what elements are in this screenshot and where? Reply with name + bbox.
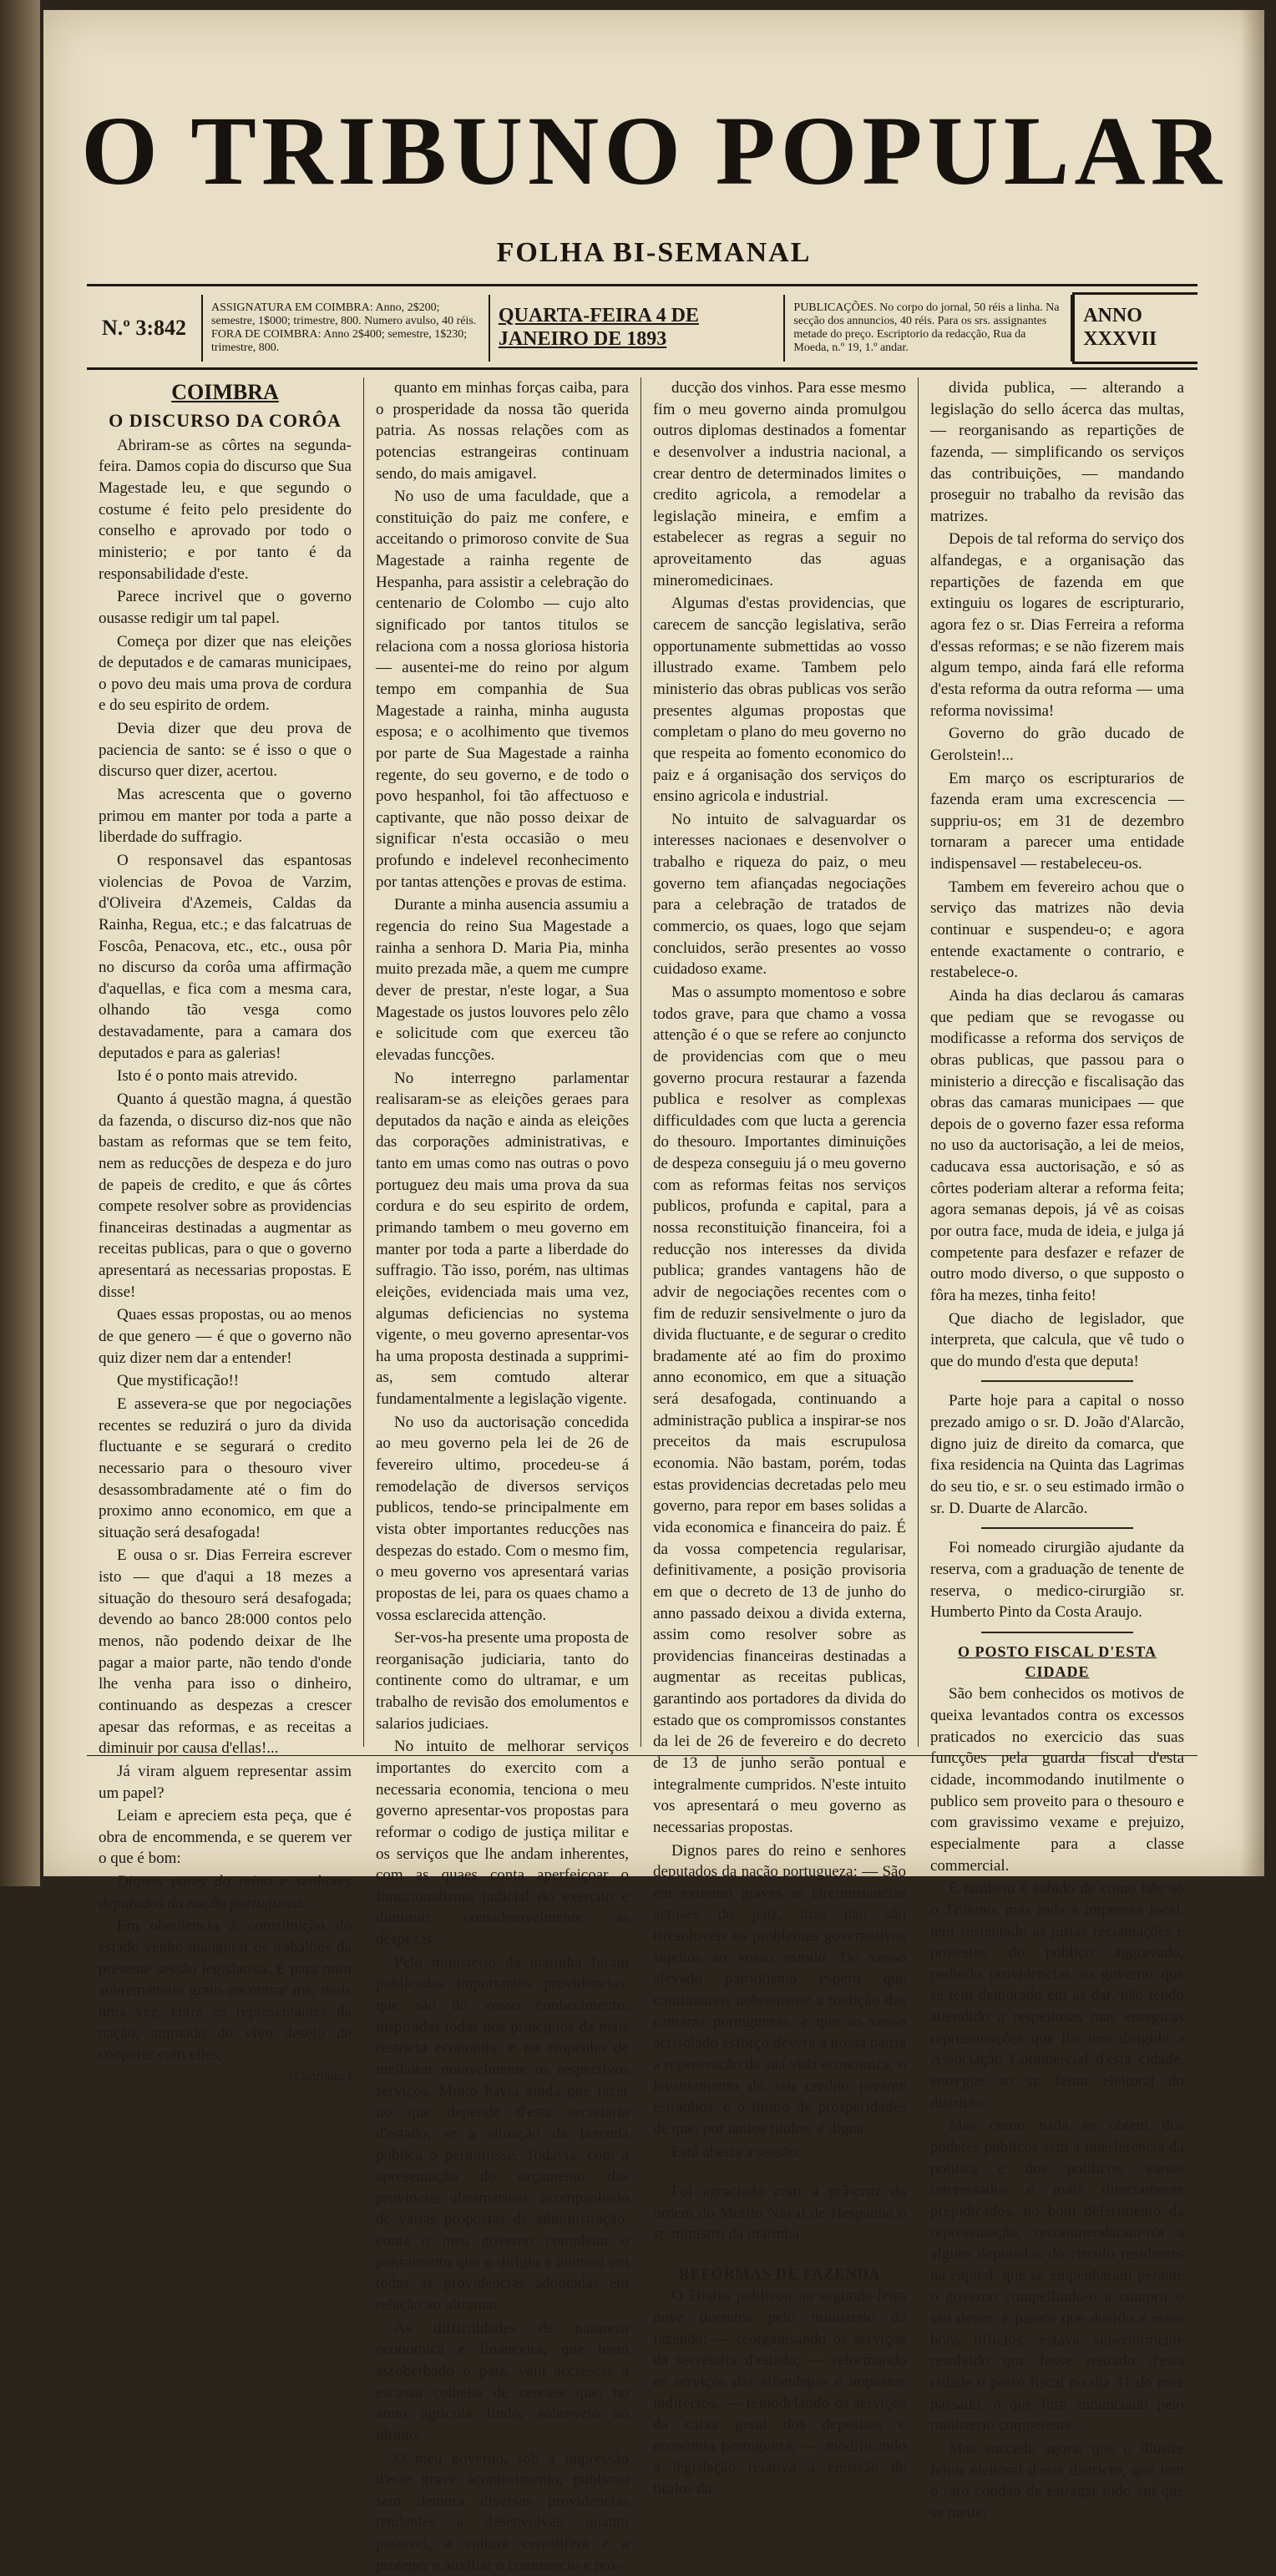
paragraph: No intuito de salvaguardar os interesses nacionaes e desenvolver o trabalho e riqueza do paiz, o meu governo tem afiançadas negociações para a celebração de tratados de commercio, os quaes, logo que sejam concluidos, serão presentes ao vosso cuidadoso exame. xyxy=(653,809,906,980)
paragraph: Abriram-se as côrtes na segunda-feira. Damos copia do discurso que Sua Magestade leu, e que segundo o costume é feito pelo presidente do conselho e aprovado por todo o ministerio; e por tanto é da responsabilidade d'este. xyxy=(99,435,352,585)
column-1 xyxy=(87,377,364,1747)
info-bar xyxy=(87,292,1198,364)
paragraph: O responsavel das espantosas violencias de Povoa de Varzim, d'Oliveira d'Azemeis, Caldas da Rainha, Regua, etc.; e das falcatruas de Foscôa, Penacova, etc., etc., ousa pôr no discurso da corôa uma affirmação d'aquellas, e fica com a mesma cara, olhando tão vesga como destavadamente, para a camara dos deputados e para as galerias! xyxy=(99,850,352,1064)
column-2 xyxy=(364,377,641,1747)
paragraph: Parece incrivel que o governo ousasse redigir um tal papel. xyxy=(99,586,352,629)
paragraph: Dignos pares do reino e senhores deputados da nação portugueza: — São em extremo graves as circumstancias actuaes do paiz, mas não são irresoluveis os problemas governativos sujeitos ao vosso estudo. Do vosso elevado patriotismo espero que continuareis nobremente a tradição das camaras portuguezas, e que ao vosso acrisolado esforço deverá a nossa patria a regeneração da sua vida economica, o levantamento do seu credito perante estranhos, e o futuro de prosperidades de que, por tantos titulos, é digna. xyxy=(653,1840,906,2140)
separator xyxy=(981,1380,1133,1382)
column-3 xyxy=(641,377,919,1747)
publication-rates: PUBLICAÇÕES. No corpo do jornal, 50 réis a linha. Na secção dos annuncios, 40 réis. Para os srs. assignantes metade do preço. Escriptorio da redacção, Rua da Moeda, n.º 19, 1.º andar. xyxy=(785,295,1072,362)
paragraph: O meu governo, sob a impressão d'este grave acontecimento, publicou sem demora diversas providencias tendentes a desenvolver, quanto possivel, a cultura cerealifera e a proteger e auxiliar o commercio e pro- xyxy=(376,2448,629,2576)
article-heading: O DISCURSO DA CORÔA xyxy=(99,408,352,433)
masthead-subtitle: FOLHA BI-SEMANAL xyxy=(43,237,1264,269)
paragraph: No intuito de melhorar serviços importantes do exercito com a necessaria economia, tenciona o meu governo apresentar-vos propostas para reformar o codigo de justiça militar e os serviços que lhe andam inherentes, com as quaes conta aperfeiçoar o funccionalismo judicial do exercito e diminuir consideravelmente as despezas. xyxy=(376,1736,629,1950)
paragraph: Ainda ha dias declarou ás camaras que pediam que se revogasse ou modificasse a reforma dos serviços de obras publicas, que passou para o ministerio a direcção e fiscalisação das obras das camaras municipaes — que depois de o governo fazer essa reforma no uso da auctorisação, a lei de meios, caducava essa auctorisação, e só as côrtes poderiam alterar a reforma feita; agora semanas depois, já vê as coisas por outra face, muda de ideia, e julga já competente para desfazer e refazer de outro modo diverso, o que supposto o fôra ha mezes, tinha feito! xyxy=(930,985,1184,1307)
paragraph: No interregno parlamentar realisaram-se as eleições geraes para deputados da nação e ainda as eleições das corporações administrativas, e tanto em umas como nas outras o povo portuguez deu mais uma prova da sua cordura e do seu espirito de ordem, primando tambem o meu governo em manter por toda a parte a liberdade do suffragio. Tão isso, porém, nas ultimas eleições, evidenciada mais uma vez, algumas deficiencias no systema vigente, o meu governo apresentar-vos ha uma proposta destinada a supprimi-as, sem comtudo alterar fundamentalmente a legislação vigente. xyxy=(376,1068,629,1410)
article-columns xyxy=(87,377,1198,1747)
paragraph: As difficuldades de natureza economica e financeira, que teem assoberbado o paiz, veiu accrescer a escassa colheita de cereaes que, no anno agricola findo, sobreveio ao ultimo. xyxy=(376,2318,629,2447)
top-rule xyxy=(87,284,1198,286)
separator xyxy=(981,1527,1133,1529)
header-bottom-rule xyxy=(87,367,1198,370)
separator xyxy=(704,2254,856,2255)
issue-number: N.º 3:842 xyxy=(87,295,203,362)
paragraph: Depois de tal reforma do serviço dos alfandegas, e a organisação das repartições de fazenda em que extinguiu os logares de escripturario, agora fez o sr. Dias Ferreira a reforma d'essas reformas; e se não fizerem mais algum tempo, ainda fará elle reforma d'esta reforma da outra reforma — uma reforma novissima! xyxy=(930,529,1184,721)
paragraph: Mas acrescenta que o governo primou em manter por toda a parte a liberdade do suffragio. xyxy=(99,784,352,848)
paragraph: Quaes essas propostas, ou ao menos de que genero — é que o governo não quiz dizer nem dar a entender! xyxy=(99,1304,352,1369)
paragraph: Devia dizer que deu prova de paciencia de santo: se é isso o que o discurso quer dizer, acertou. xyxy=(99,718,352,782)
page-edge-shadow xyxy=(1241,10,1264,1876)
subscription-info: ASSIGNATURA EM COIMBRA: Anno, 2$200; semestre, 1$000; trimestre, 800. Numero avulso, 40 réis. FORA DE COIMBRA: Anno 2$400; semestre, 1$230; trimestre, 800. xyxy=(203,295,490,362)
paragraph: Tambem em fevereiro achou que o serviço das matrizes não devia continuar e suspendeu-o; e agora entende exactamente o contrario, e restabelece-o. xyxy=(930,877,1184,984)
paragraph: ducção dos vinhos. Para esse mesmo fim o meu governo ainda promulgou outros diplomas destinados a fomentar e desenvolver a industria nacional, a crear dentro de determinados limites o credito agricola, a remodelar a legislação mineira, e emfim a estabelecer as regras a seguir no aproveitamento das aguas mineromedicinaes. xyxy=(653,377,906,591)
paragraph: Mas o assumpto momentoso e sobre todos grave, para que chamo a vossa attenção é o que se refere ao conjuncto de providencias com que o meu governo procura restaurar a fazenda publica e resolver as complexas difficuldades com que lucta a gerencia do thesouro. Importantes diminuições de despeza conseguiu já o meu governo com as reformas feitas nos serviços publicos, profunda e capital, para a nossa reconstituição financeira, foi a reducção nos interesses da divida publica; grandes vantagens hão de advir de negociações recentes com o fim de reduzir sensivelmente o juro da divida fluctuante, e de segurar o credito bradamente até ao fim do proximo anno economico, em que a situação será desafogada, continuando a administração publica a inspirar-se nos preceitos da mais escrupulosa economia. Não bastam, porém, todas estas providencias decretadas pelo meu governo, para repor em bases solidas a vida economica e financeira do paiz. É da vossa competencia regularisar, definitivamente, a posição provisoria em que o decreto de 13 de junho do anno passado deixou a divida externa, assim como resolver sobre as providencias financeiras destinadas a augmentar as receitas publicas, garantindo aos portadores da divida do estado que os compromissos constantes da lei de 26 de fevereiro e do decreto de 13 de junho serão pontual e integralmente cumpridos. N'este intuito vos apresentará o meu governo as necessarias propostas. xyxy=(653,982,906,1839)
paragraph: E assevera-se que por negociações recentes se reduzirá o juro da divida fluctuante e se segurará o credito necessario para o thesouro viver desassombradamente até o fim do proximo anno economico, em que a situação será desafogada! xyxy=(99,1394,352,1543)
paragraph: quanto em minhas forças caiba, para o prosperidade da nossa tão querida patria. As nossas relações com as potencias estrangeiras continuam sendo, do mais amigavel. xyxy=(376,377,629,484)
paragraph: Que diacho de legislador, que interpreta, que calcula, que vê tudo o que do mundo d'esta que deputa! xyxy=(930,1308,1184,1373)
paragraph: Em obediencia á constituição do estado venho inaugurar os trabalhos da presente sessão legislativa. É para mim sobremaneira grato encontrar me, mais uma vez, entre os representantes da nação, animado do vivo desejo de cooperar com elles, xyxy=(99,1916,352,2065)
paragraph: Mas succede agora, que o illustre feitor eleitoral d'este districto, que tem o raro condão de estragar tudo em que se mette, xyxy=(930,2438,1184,2524)
paragraph: E ousa o sr. Dias Ferreira escrever isto — que d'aqui a 18 mezes a situação do thesouro será desafogada; devendo ao banco 28:000 contos pelo menos, não podendo deixar de lhe pagar a maior parte, não tendo d'onde lhe venha para isso o dinheiro, continuando as despezas a crescer apesar das reformas, e as receitas a diminuir por causa d'ellas!... xyxy=(99,1545,352,1759)
article-heading: O POSTO FISCAL D'ESTA CIDADE xyxy=(930,1642,1184,1683)
issue-date: QUARTA-FEIRA 4 DE JANEIRO DE 1893 xyxy=(490,295,786,362)
year-volume: ANNO XXXVII xyxy=(1072,292,1198,364)
paragraph: Mas como nada se obtem dos poderes publicos sem a interferencia da politica e dos politicos, varios interessados e mais directamente prejudicados, no bom deferimento da representação, recommendaram-n'a a alguns deputados do circulo residentes na capital, que se empenharam perante o governo compellindo-o a cumprir o seu dever; e parece que devido a esses bons officios, estava superiormente resolvido que fosse retirado d'esta cidade o posto fiscal no dia 31 do mez passado, o que fora annunciado pelo ministerio competente. xyxy=(930,2115,1184,2437)
book-spine xyxy=(0,0,40,1886)
article-heading: REFORMAS DE FAZENDA xyxy=(653,2264,906,2284)
paragraph: Em março os escripturarios de fazenda eram uma excrescencia — suppriu-os; em 31 de dezembro tornaram a parecer uma entidade indispensavel — restabeleceu-os. xyxy=(930,768,1184,875)
paragraph: Quanto á questão magna, á questão da fazenda, o discurso diz-nos que não bastam as reformas que se tem feito, nem as reducções de despeza e do juro de papeis de credito, e que ás côrtes compete resolver sobre as providencias financeiras destinadas a augmentar as receitas publicas, para o que o governo apresentará as necessarias propostas. E disse! xyxy=(99,1089,352,1303)
bottom-rule xyxy=(87,1755,1198,1756)
paragraph: Algumas d'estas providencias, que carecem de sancção legislativa, serão opportunamente submettidas ao vosso illustrado exame. Tambem pelo ministerio das obras publicas vos serão presentes algumas propostas que completam o plano do meu governo no que respeita ao fomento economico do paiz e á organisação dos serviços do ensino agricola e industrial. xyxy=(653,593,906,807)
paragraph: Já viram alguem representar assim um papel? xyxy=(99,1761,352,1804)
paragraph: Parte hoje para a capital o nosso prezado amigo o sr. D. João d'Alarcão, digno juiz de direito da comarca, que fixa residencia na Quinta das Lagrimas do seu tio, e sr. o seu estimado irmão o sr. D. Duarte de Alarcão. xyxy=(930,1390,1184,1519)
newspaper-page xyxy=(43,10,1264,1876)
paragraph: Leiam e apreciem esta peça, que é obra de encommenda, e se querem ver o que é bom: xyxy=(99,1805,352,1870)
paragraph: Foi agraciado com a grã-cruz da ordem do Merito Naval de Hespanha o sr. ministro da marinha. xyxy=(653,2181,906,2245)
paragraph: E tambem é sabido de como não só o Tribuno, mas toda a imprensa local, tem sustentado as justas reclamações e protestos do publico aggravado, pedindo providencias ao governo que se tem demorado em as dar, não tendo attendido a respeitosas mas energicas representações que lhe tem dirigido a Associação Commercial d'esta cidade, entregue ao sr. feitor eleitoral do districto. xyxy=(930,1878,1184,2113)
separator xyxy=(704,2171,856,2173)
paragraph: Está aberta a sessão. xyxy=(653,2142,906,2164)
paragraph: Começa por dizer que nas eleições de deputados e de camaras municipaes, o povo deu mais uma prova de cordura e do seu espirito de ordem. xyxy=(99,631,352,717)
separator xyxy=(981,1632,1133,1633)
paragraph: Dignos pares do reino e senhores deputados da nação portugueza: xyxy=(99,1871,352,1914)
paragraph: São bem conhecidos os motivos de queixa levantados contra os excessos praticados no exercicio das suas funcções pela guarda fiscal d'esta cidade, incommodando inutilmente o publico sem proveito para o thesouro e com gravissimo vexame e prejuizo, especialmente para a classe commercial. xyxy=(930,1683,1184,1876)
paragraph: O Diario publicou na segunda-feira nove decretos pelo ministerio da fazenda: — reorganisando os serviços da secretaria d'estado, — reformando os serviços das alfandegas e impostos indirectos, — remodelando os serviços da caixa geral dos depositos e economia portugueza, — modificando a legislação relativa á emissão de titulos da xyxy=(653,2285,906,2499)
paragraph: Governo do grão ducado de Gerolstein!... xyxy=(930,723,1184,766)
paragraph: Ser-vos-ha presente uma proposta de reorganisação judiciaria, tanto do continente como do ultramar, e um trabalho de revisão dos emolumentos e salarios judiciaes. xyxy=(376,1627,629,1734)
paragraph: divida publica, — alterando a legislação do sello ácerca das multas, — reorganisando as repartições de fazenda, — simplificando os serviços das contribuições, — mandando proseguir no trabalho da revisão das matrizes. xyxy=(930,377,1184,527)
section-title: COIMBRA xyxy=(99,377,352,407)
paragraph: No uso de uma faculdade, que a constituição do paiz me confere, e acceitando o primoroso convite de Sua Magestade a rainha regente de Hespanha, para assistir a celebração do centenario de Colombo — cujo alto significado por tantos titulos se relaciona com a nossa gloriosa historia — ausentei-me do reino por algum tempo em companhia de Sua Magestade a rainha, minha augusta esposa; e o acolhimento que tivemos por parte de Sua Magestade a rainha regente, do seu governo, e de todo o povo hespanhol, foi tão affectuoso e captivante, que não posso deixar de significar n'esta occasião o meu profundo e indelevel reconhecimento por tantas attenções e provas de estima. xyxy=(376,486,629,893)
paragraph: Que mystificação!! xyxy=(99,1370,352,1392)
paragraph: Isto é o ponto mais atrevido. xyxy=(99,1065,352,1087)
continued-note: (Continúa.) xyxy=(99,2067,352,2086)
paragraph: Durante a minha ausencia assumiu a regencia do reino Sua Magestade a rainha a senhora D. Maria Pia, minha muito prezada mãe, a quem me cumpre dever de prestar, n'este logar, a Sua Magestade os justos louvores pelo zêlo e solicitude com que exerceu tão elevadas funcções. xyxy=(376,894,629,1065)
paragraph: No uso da auctorisação concedida ao meu governo pela lei de 26 de fevereiro ultimo, procedeu-se á remodelação de diversos serviços publicos, tendo-se principalmente em vista obter importantes reducções nas despezas do estado. Com o mesmo fim, o meu governo vos apresentará varias propostas de lei, para os quaes chamo a vossa esclarecida attenção. xyxy=(376,1412,629,1626)
column-4 xyxy=(919,377,1196,1747)
masthead-title: O TRIBUNO POPULAR xyxy=(43,102,1264,200)
paragraph: Foi nomeado cirurgião ajudante da reserva, com a graduação de tenente de reserva, o medico-cirurgião sr. Humberto Pinto da Costa Araujo. xyxy=(930,1537,1184,1623)
paragraph: Pelo ministerio da marinha foram publicadas importantes providencias, que são do vosso conhecimento, inspiradas todas nos principios da mais restricta economia, e no empenho de melhorar notavelmente os respectivos serviços. Muito havia ainda que fazer no que depende d'esta secretaria d'estado, se a situação da fazenda publica o permittisse. Todavia, com a apresentação do orçamento das provincias ultramarinas, acompanhado de varias propostas de administração, conta o meu governo completar o pensamento que o dirigiu e animou em todas as providencias adoptadas em relação ao ultramar. xyxy=(376,1952,629,2316)
